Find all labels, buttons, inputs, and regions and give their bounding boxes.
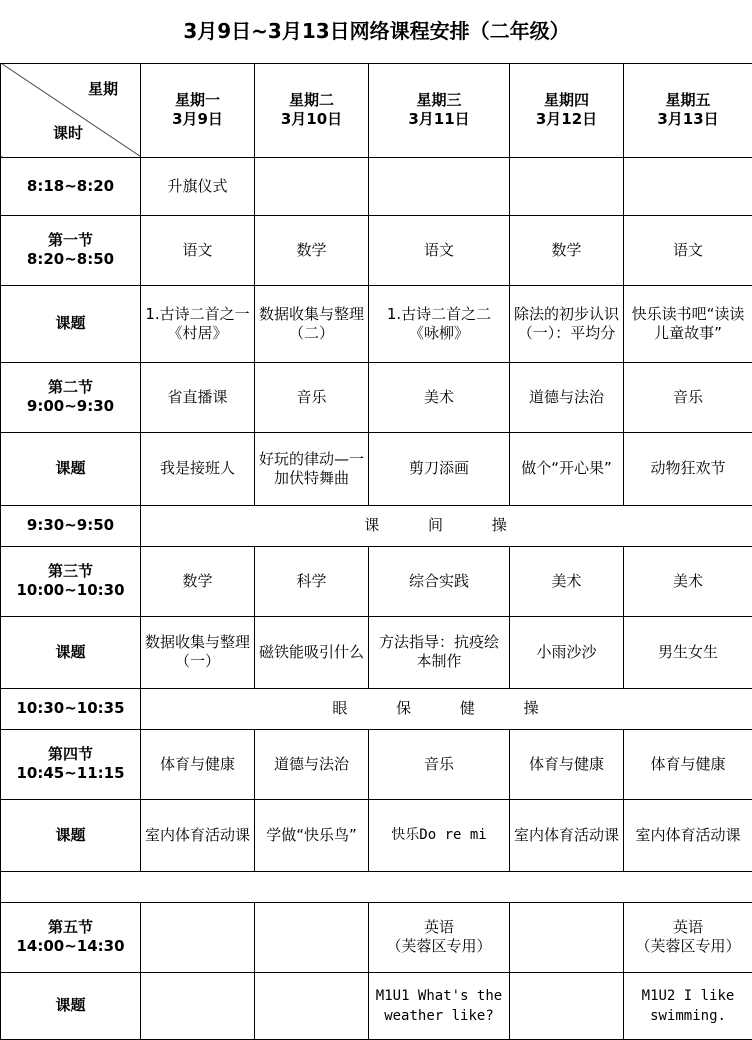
topic-cell: 我是接班人 (141, 432, 255, 505)
empty-cell (510, 157, 624, 215)
subject-cell: 道德与法治 (510, 362, 624, 432)
period-cell: 第二节 9:00~9:30 (1, 362, 141, 432)
topic-label: 课题 (1, 799, 141, 871)
topic-cell: 剪刀添画 (369, 432, 510, 505)
table-row (1, 432, 752, 505)
topic-label: 课题 (1, 616, 141, 688)
day-header-tue: 星期二 3月10日 (255, 63, 369, 157)
topic-cell: 室内体育活动课 (510, 799, 624, 871)
subject-cell: 音乐 (255, 362, 369, 432)
topic-cell: 除法的初步认识（一）：平均分 (510, 285, 624, 362)
break-cell: 眼 保 健 操 (141, 688, 752, 729)
topic-cell: 快乐Do re mi (369, 799, 510, 871)
table-row (1, 362, 752, 432)
subject-cell: 美术 (510, 546, 624, 616)
topic-cell: 好玩的律动—一加伏特舞曲 (255, 432, 369, 505)
table-row (1, 546, 752, 616)
table-row (1, 902, 752, 972)
subject-cell: 综合实践 (369, 546, 510, 616)
empty-cell (510, 902, 624, 972)
subject-cell: 体育与健康 (141, 729, 255, 799)
day-header-thu: 星期四 3月12日 (510, 63, 624, 157)
subject-cell: 数学 (141, 546, 255, 616)
subject-cell: 美术 (369, 362, 510, 432)
corner-weekday-label: 星期 (88, 80, 118, 99)
table-row (1, 505, 752, 546)
topic-cell: 做个“开心果” (510, 432, 624, 505)
subject-cell: 数学 (255, 215, 369, 285)
day-header-fri: 星期五 3月13日 (624, 63, 752, 157)
subject-cell: 科学 (255, 546, 369, 616)
day-header-mon: 星期一 3月9日 (141, 63, 255, 157)
subject-cell: 道德与法治 (255, 729, 369, 799)
period-cell: 第一节 8:20~8:50 (1, 215, 141, 285)
empty-cell (255, 902, 369, 972)
empty-cell (141, 972, 255, 1039)
corner-header (1, 63, 141, 157)
subject-cell: 英语 （芙蓉区专用） (624, 902, 752, 972)
empty-cell (510, 972, 624, 1039)
topic-cell: 室内体育活动课 (141, 799, 255, 871)
topic-cell: 方法指导：抗疫绘本制作 (369, 616, 510, 688)
empty-cell (255, 157, 369, 215)
topic-cell: 男生女生 (624, 616, 752, 688)
period-cell: 第五节 14:00~14:30 (1, 902, 141, 972)
subject-cell: 数学 (510, 215, 624, 285)
topic-cell: 数据收集与整理（一） (141, 616, 255, 688)
page-title: 3月9日~3月13日网络课程安排（二年级） (1, 0, 752, 63)
empty-cell (624, 157, 752, 215)
table-row (1, 285, 752, 362)
topic-label: 课题 (1, 972, 141, 1039)
empty-cell (141, 902, 255, 972)
subject-cell: 体育与健康 (510, 729, 624, 799)
subject-cell: 英语 （芙蓉区专用） (369, 902, 510, 972)
corner-period-label: 课时 (53, 124, 83, 143)
topic-cell: 小雨沙沙 (510, 616, 624, 688)
table-row (1, 616, 752, 688)
subject-cell: 语文 (369, 215, 510, 285)
table-row (1, 215, 752, 285)
time-cell: 8:18~8:20 (1, 157, 141, 215)
topic-cell: 1.古诗二首之一《村居》 (141, 285, 255, 362)
empty-cell (369, 157, 510, 215)
subject-cell: 语文 (624, 215, 752, 285)
time-cell: 9:30~9:50 (1, 505, 141, 546)
topic-cell: 快乐读书吧“读读儿童故事” (624, 285, 752, 362)
subject-cell: 升旗仪式 (141, 157, 255, 215)
empty-cell (1, 871, 752, 902)
topic-cell: 1.古诗二首之二《咏柳》 (369, 285, 510, 362)
topic-cell: 室内体育活动课 (624, 799, 752, 871)
table-row (1, 799, 752, 871)
subject-cell: 音乐 (369, 729, 510, 799)
subject-cell: 美术 (624, 546, 752, 616)
topic-cell: M1U1 What's the weather like? (369, 972, 510, 1039)
break-cell: 课 间 操 (141, 505, 752, 546)
subject-cell: 音乐 (624, 362, 752, 432)
period-cell: 第三节 10:00~10:30 (1, 546, 141, 616)
topic-cell: 磁铁能吸引什么 (255, 616, 369, 688)
table-row (1, 688, 752, 729)
subject-cell: 体育与健康 (624, 729, 752, 799)
table-row (1, 729, 752, 799)
subject-cell: 省直播课 (141, 362, 255, 432)
subject-cell: 语文 (141, 215, 255, 285)
empty-cell (255, 972, 369, 1039)
table-row (1, 972, 752, 1039)
day-header-wed: 星期三 3月11日 (369, 63, 510, 157)
time-cell: 10:30~10:35 (1, 688, 141, 729)
topic-cell: 学做“快乐鸟” (255, 799, 369, 871)
period-cell: 第四节 10:45~11:15 (1, 729, 141, 799)
topic-cell: 动物狂欢节 (624, 432, 752, 505)
blank-row (1, 871, 752, 902)
topic-label: 课题 (1, 432, 141, 505)
table-row (1, 157, 752, 215)
topic-cell: M1U2 I like swimming. (624, 972, 752, 1039)
topic-cell: 数据收集与整理（二） (255, 285, 369, 362)
topic-label: 课题 (1, 285, 141, 362)
